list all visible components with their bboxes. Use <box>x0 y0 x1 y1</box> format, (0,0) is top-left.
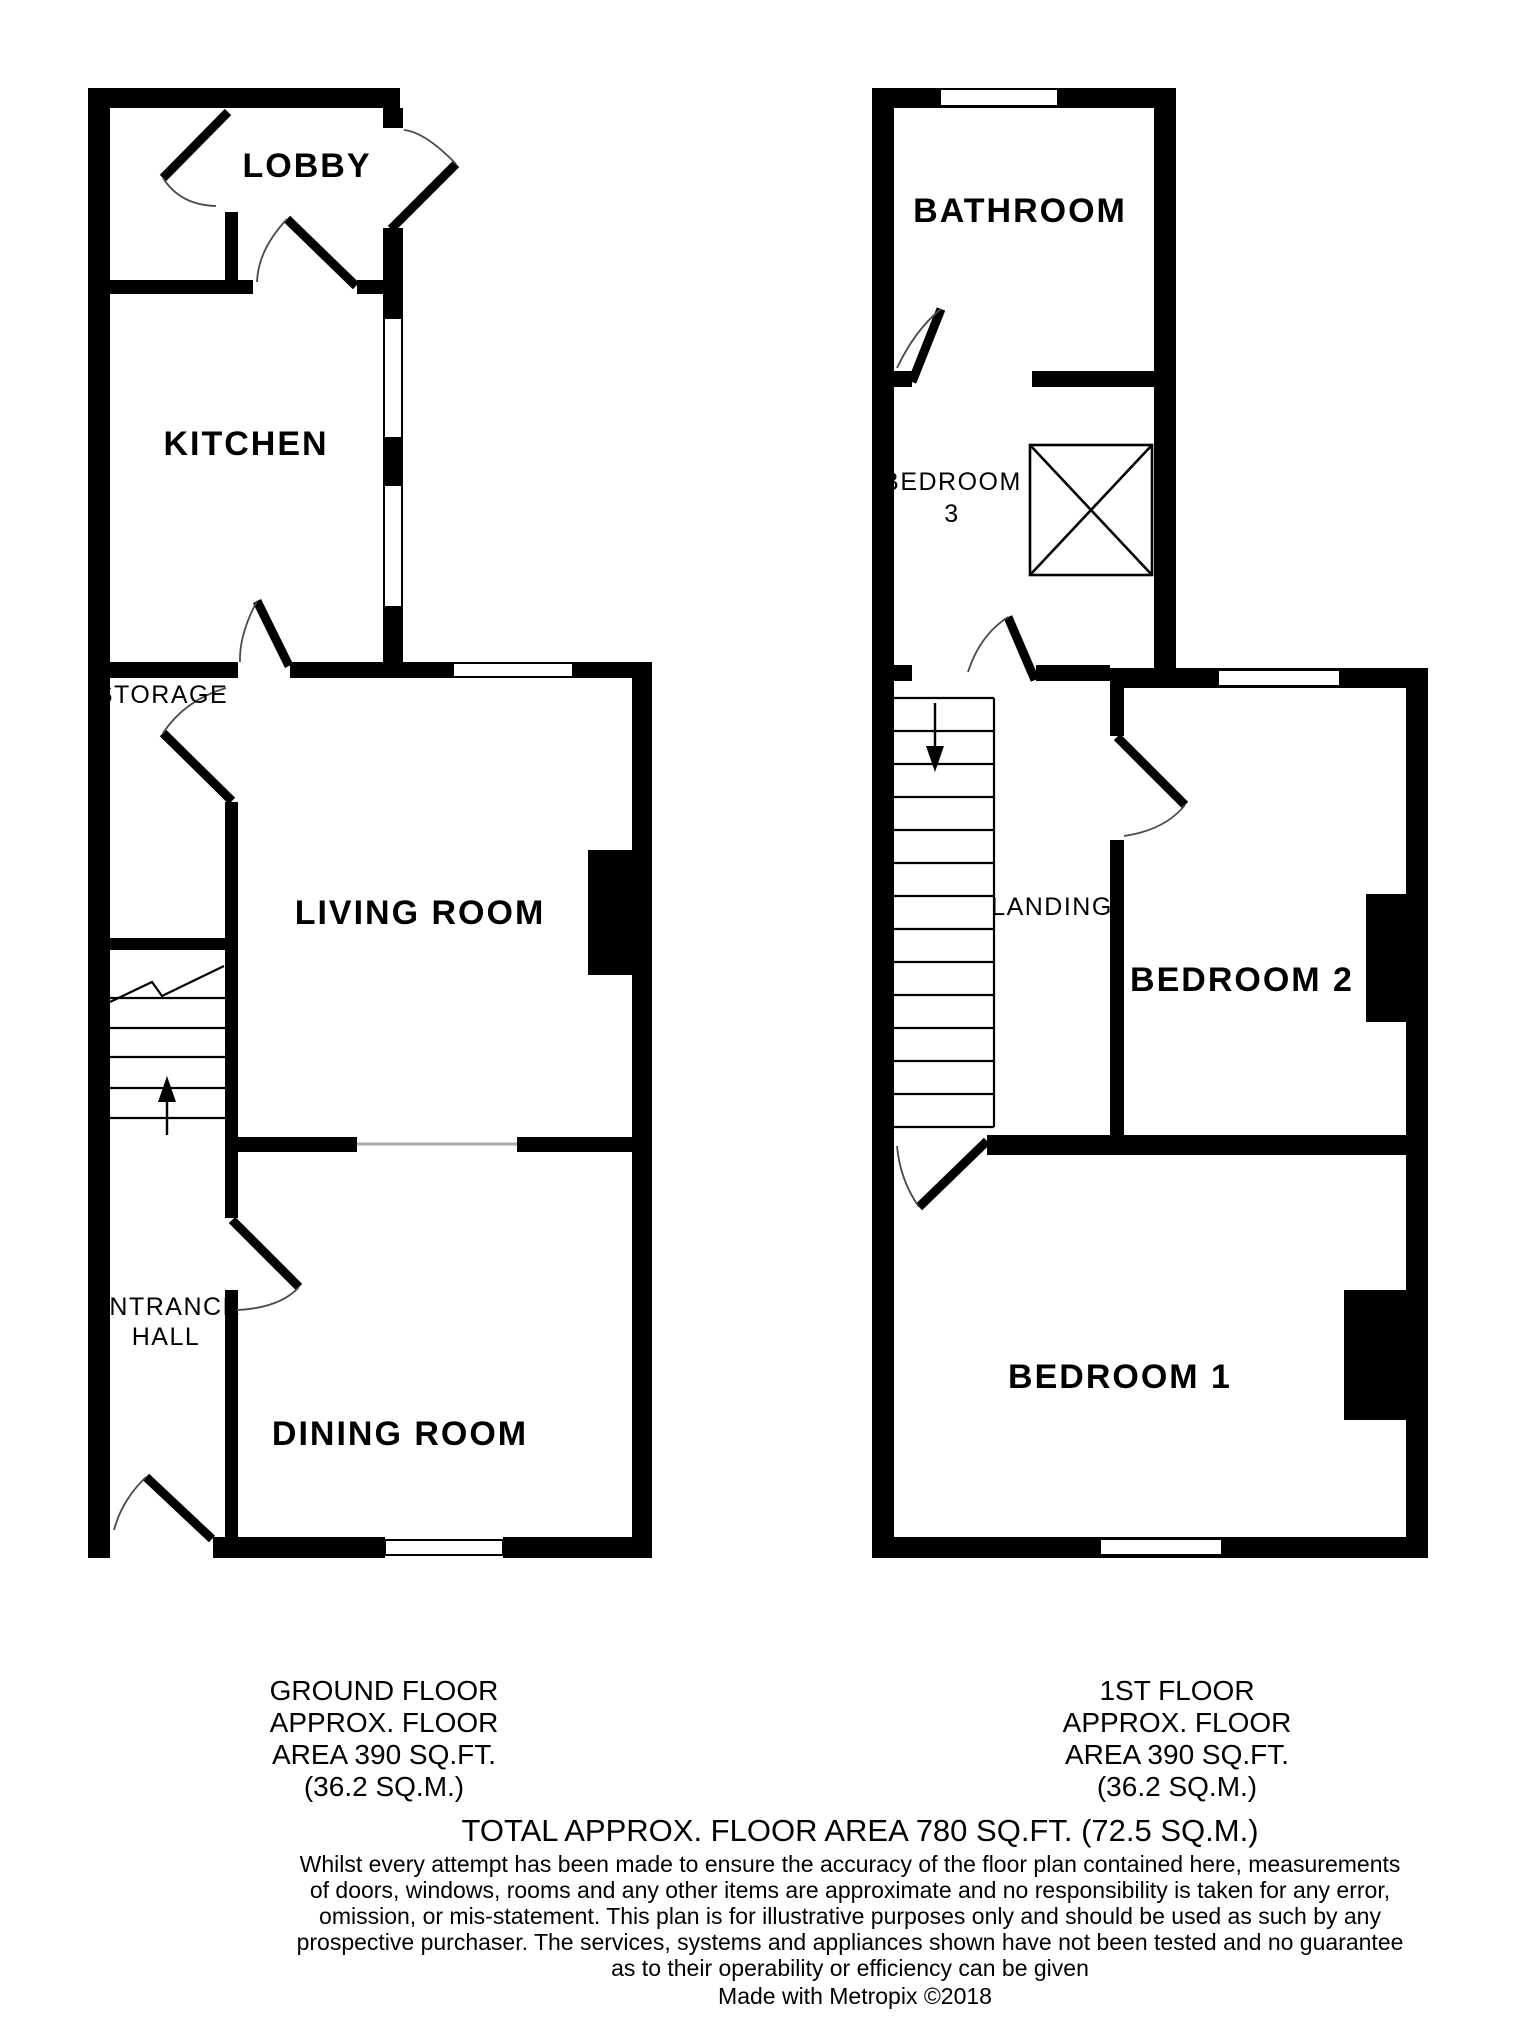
first-caption-line3: AREA 390 SQ.FT. <box>1064 1739 1290 1770</box>
bedroom3-label-line1: BEDROOM <box>882 468 1022 496</box>
stair-break-line <box>110 966 224 1002</box>
ground-floor-caption <box>270 1675 499 1802</box>
hall-dining-door-arc <box>237 1287 299 1310</box>
ground-caption-line4: (36.2 SQ.M.) <box>303 1771 465 1802</box>
lobby-right-door-leaf <box>391 164 456 229</box>
living-room-label: LIVING ROOM <box>294 894 546 932</box>
first-floor-caption <box>1063 1675 1292 1802</box>
kitchen-window-upper <box>384 318 402 438</box>
footer-text <box>297 1813 1404 2009</box>
front-door-leaf <box>146 1477 212 1539</box>
disclaimer-line2: of doors, windows, rooms and any other items are approximate and no responsibility is taken for any error, <box>309 1877 1391 1903</box>
first-floor-plan <box>872 88 1428 1558</box>
first-floor-walls <box>872 88 1428 1558</box>
bedroom1-window <box>1100 1539 1222 1555</box>
disclaimer-line4: prospective purchaser. The services, systems and appliances shown have not been tested and no guarantee <box>296 1929 1404 1955</box>
first-caption-line2: APPROX. FLOOR <box>1062 1707 1292 1738</box>
lobby-left-door-arc <box>163 178 216 206</box>
disclaimer-line3: omission, or mis-statement. This plan is for illustrative purposes only and should be used as such by any <box>319 1903 1381 1929</box>
lobby-kitchen-door-leaf <box>287 219 356 286</box>
first-floor-staircase <box>894 698 994 1127</box>
hall-dining-door-leaf <box>232 1220 299 1287</box>
disclaimer-line1: Whilst every attempt has been made to ensure the accuracy of the floor plan contained here, measurements <box>299 1851 1401 1877</box>
ground-caption-line1: GROUND FLOOR <box>269 1675 499 1706</box>
bedroom1-label: BEDROOM 1 <box>1008 1358 1232 1396</box>
bathroom-door-leaf <box>912 309 941 382</box>
lobby-label: LOBBY <box>242 147 372 185</box>
first-caption-line4: (36.2 SQ.M.) <box>1096 1771 1258 1802</box>
front-door-arc <box>114 1477 146 1530</box>
bedroom2-door-arc <box>1124 805 1185 836</box>
kitchen-window-lower <box>384 485 402 607</box>
bedroom2-window <box>1218 670 1340 686</box>
bedroom3-rooflight-symbol <box>1030 445 1152 575</box>
first-caption-line1: 1ST FLOOR <box>1099 1675 1255 1706</box>
kitchen-label: KITCHEN <box>163 425 329 463</box>
bedroom1-door-leaf <box>919 1141 987 1207</box>
entrance-hall-label-line1: ENTRANCE <box>91 1293 241 1321</box>
ground-caption-line3: AREA 390 SQ.FT. <box>271 1739 497 1770</box>
bedroom2-label: BEDROOM 2 <box>1130 961 1354 999</box>
kitchen-living-door-arc <box>240 601 257 662</box>
kitchen-living-door-leaf <box>257 601 289 666</box>
bathroom-window <box>940 89 1058 106</box>
ground-floor-plan <box>88 88 652 1558</box>
bathroom-label: BATHROOM <box>913 192 1127 230</box>
bedroom3-label-line2: 3 <box>944 500 960 528</box>
stair-down-arrow-head <box>926 746 944 772</box>
bedroom3-door-arc <box>968 617 1008 672</box>
dining-room-window <box>385 1540 503 1555</box>
metropix-credit: Made with Metropix ©2018 <box>718 1983 992 2009</box>
storage-label: STORAGE <box>95 681 229 709</box>
entrance-hall-label-line2: HALL <box>131 1323 201 1351</box>
dining-room-label: DINING ROOM <box>271 1415 529 1453</box>
living-room-window <box>453 663 573 677</box>
storage-door-leaf <box>163 733 232 801</box>
bedroom1-door-arc <box>897 1146 919 1207</box>
lobby-left-door-leaf <box>163 112 228 178</box>
bedroom2-door-leaf <box>1117 737 1185 805</box>
ground-floor-staircase <box>110 966 225 1135</box>
total-area-line: TOTAL APPROX. FLOOR AREA 780 SQ.FT. (72.5 SQ.M.) <box>461 1813 1259 1848</box>
lobby-right-door-arc <box>404 130 456 164</box>
bedroom3-door-leaf <box>1008 617 1035 680</box>
ground-caption-line2: APPROX. FLOOR <box>269 1707 499 1738</box>
lobby-kitchen-door-arc <box>257 219 287 282</box>
disclaimer-line5: as to their operability or efficiency can be given <box>611 1955 1089 1981</box>
landing-label: LANDING <box>991 893 1113 921</box>
